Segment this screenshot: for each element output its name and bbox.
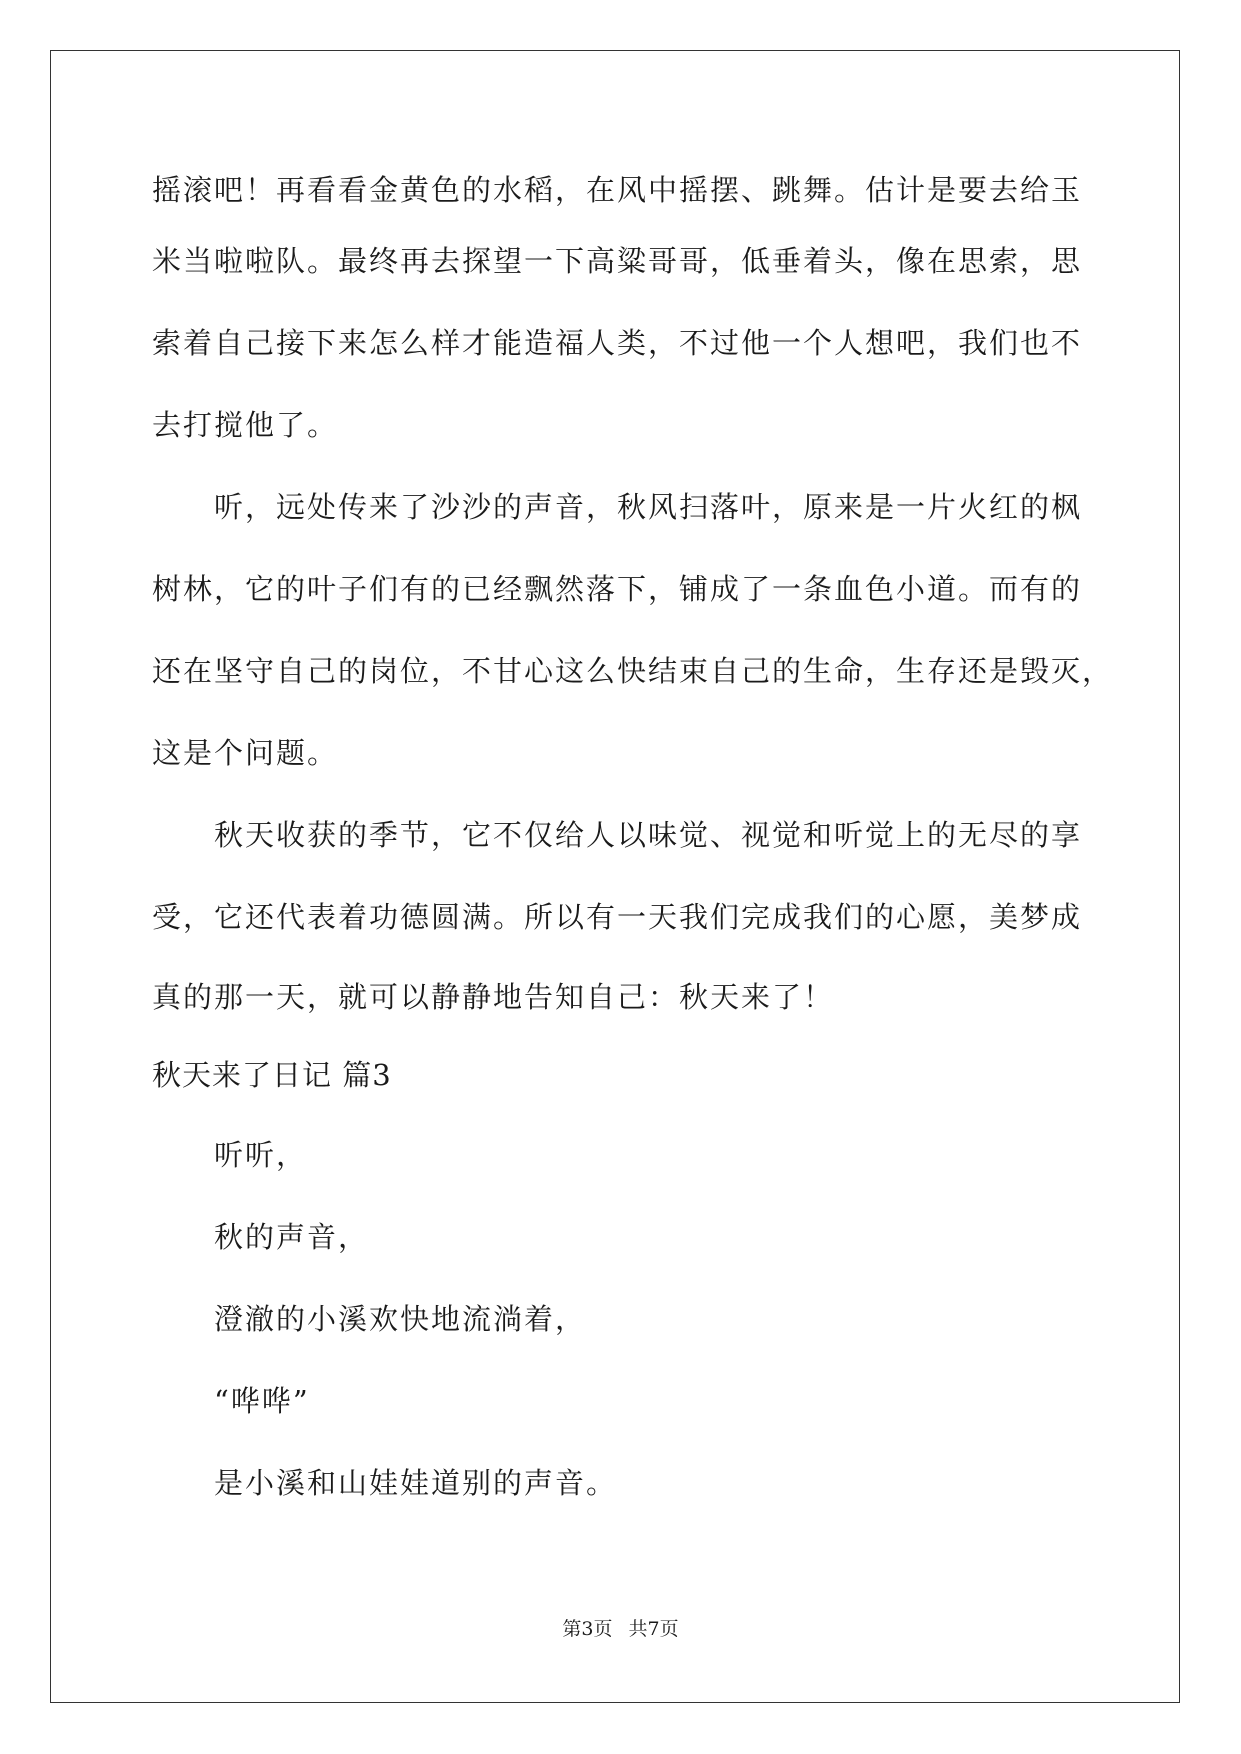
poem — [152, 1114, 1092, 1524]
document-body — [152, 160, 1114, 1524]
current-page-number: 第3页 — [562, 1618, 613, 1640]
paragraph-1 — [152, 160, 1092, 466]
section-heading: 秋天来了日记 篇3 — [152, 1058, 392, 1092]
paragraph-line: 还在坚守自己的岗位，不甘心这么快结束自己的生命，生存还是毁灭， — [152, 654, 1114, 688]
paragraph-line: 去打搅他了。 — [152, 408, 339, 442]
poem-line: 澄澈的小溪欢快地流淌着， — [214, 1302, 587, 1336]
poem-line: 秋的声音， — [214, 1220, 370, 1254]
paragraph-line: 索着自己接下来怎么样才能造福人类，不过他一个人想吧，我们也不 — [152, 326, 1083, 360]
paragraph-line: 秋天收获的季节，它不仅给人以味觉、视觉和听觉上的无尽的享 — [214, 818, 1083, 852]
page-footer — [0, 1614, 1241, 1641]
paragraph-3 — [152, 794, 1092, 1036]
paragraph-line: 真的那一天，就可以静静地告知自己：秋天来了！ — [152, 980, 835, 1014]
paragraph-2 — [152, 466, 1114, 794]
paragraph-line: 这是个问题。 — [152, 736, 339, 770]
paragraph-line: 受，它还代表着功德圆满。所以有一天我们完成我们的心愿，美梦成 — [152, 900, 1083, 934]
poem-line: “哗哗” — [214, 1384, 310, 1418]
paragraph-line: 摇滚吧！再看看金黄色的水稻，在风中摇摆、跳舞。估计是要去给玉 — [152, 173, 1083, 207]
poem-line: 听听， — [214, 1138, 308, 1172]
paragraph-line: 树林，它的叶子们有的已经飘然落下，铺成了一条血色小道。而有的 — [152, 572, 1083, 606]
paragraph-line: 听，远处传来了沙沙的声音，秋风扫落叶，原来是一片火红的枫 — [214, 490, 1083, 524]
paragraph-line: 米当啦啦队。最终再去探望一下高粱哥哥，低垂着头，像在思索，思 — [152, 244, 1083, 278]
total-pages: 共7页 — [628, 1618, 679, 1640]
poem-line: 是小溪和山娃娃道别的声音。 — [214, 1466, 618, 1500]
